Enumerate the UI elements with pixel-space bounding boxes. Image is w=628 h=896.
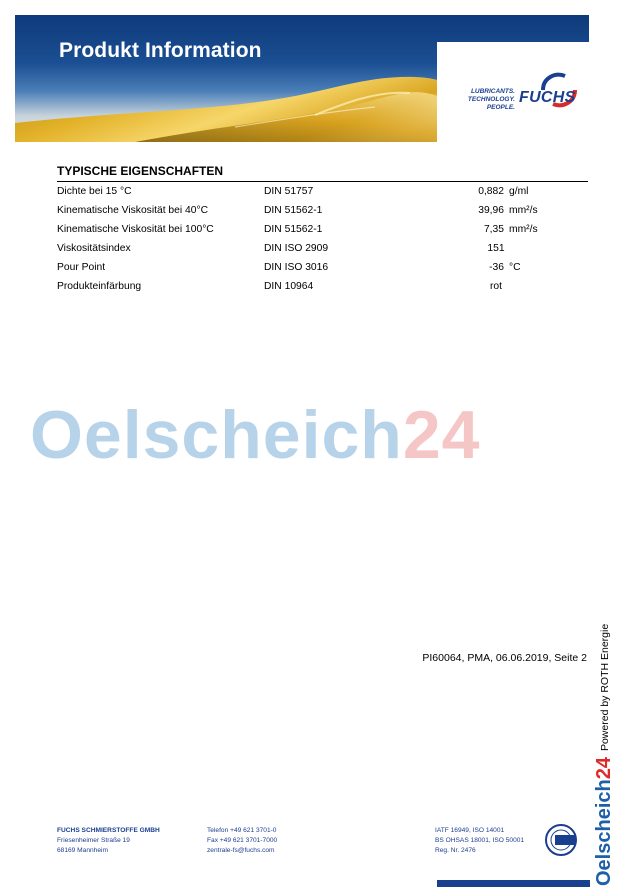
side-logo-blue: Oelscheich <box>593 779 615 886</box>
footer-company <box>57 826 160 856</box>
section-divider <box>57 181 588 182</box>
property-norm: DIN 51757 <box>264 186 314 197</box>
fax: Fax +49 621 3701-7000 <box>207 837 278 844</box>
property-value: rot <box>489 281 503 292</box>
property-value: -36 <box>489 262 504 273</box>
table-row <box>57 262 588 281</box>
table-row <box>57 224 588 243</box>
property-value: 151 <box>487 243 505 254</box>
watermark-text-blue: Oelscheich <box>30 397 403 473</box>
property-unit: mm²/s <box>509 205 538 216</box>
table-row <box>57 243 588 262</box>
company-name: FUCHS SCHMIERSTOFFE GMBH <box>57 827 160 834</box>
property-unit: g/ml <box>509 186 529 197</box>
table-row <box>57 281 588 300</box>
header-banner <box>15 15 589 142</box>
property-unit: °C <box>509 262 521 273</box>
property-norm: DIN ISO 2909 <box>264 243 329 254</box>
property-unit: mm²/s <box>509 224 538 235</box>
email-link[interactable]: zentrale-fs@fuchs.com <box>207 847 275 854</box>
property-name: Kinematische Viskosität bei 100°C <box>57 224 214 235</box>
property-norm: DIN 51562-1 <box>264 224 323 235</box>
property-norm: DIN 10964 <box>264 281 314 292</box>
fuchs-logo <box>437 42 589 142</box>
address-line: Friesenheimer Straße 19 <box>57 837 130 844</box>
powered-by-text: Powered by ROTH Energie <box>598 623 611 752</box>
page-title: Produkt Information <box>59 39 262 62</box>
property-name: Produkteinfärbung <box>57 281 142 292</box>
side-logo-red: 24 <box>593 757 615 780</box>
property-norm: DIN 51562-1 <box>264 205 323 216</box>
table-row <box>57 205 588 224</box>
watermark-text-red: 24 <box>402 397 481 473</box>
property-value: 39,96 <box>478 205 504 216</box>
logo-name: FUCHS <box>519 89 576 106</box>
phone: Telefon +49 621 3701-0 <box>207 827 277 834</box>
side-brand <box>593 590 616 886</box>
side-brand-logo <box>593 757 616 886</box>
property-norm: DIN ISO 3016 <box>264 262 329 273</box>
property-name: Viskositätsindex <box>57 243 131 254</box>
property-name: Dichte bei 15 °C <box>57 186 132 197</box>
cert-line: BS OHSAS 18001, ISO 50001 <box>435 837 525 844</box>
cert-line: IATF 16949, ISO 14001 <box>435 827 505 834</box>
section-title: TYPISCHE EIGENSCHAFTEN <box>57 164 224 178</box>
footer-certifications <box>435 826 524 856</box>
properties-table <box>57 186 588 300</box>
cert-line: Reg. Nr. 2476 <box>435 847 476 854</box>
property-value: 0,882 <box>478 186 504 197</box>
footer-contact <box>207 826 277 856</box>
property-name: Pour Point <box>57 262 106 273</box>
logo-tagline: LUBRICANTS. TECHNOLOGY. PEOPLE. <box>467 88 515 111</box>
watermark <box>30 396 480 474</box>
bottom-accent-bar <box>437 880 590 887</box>
table-row <box>57 186 588 205</box>
address-line: 68169 Mannheim <box>57 847 108 854</box>
certification-seal-icon <box>543 822 583 858</box>
property-name: Kinematische Viskosität bei 40°C <box>57 205 209 216</box>
document-reference: PI60064, PMA, 06.06.2019, Seite 2 <box>422 652 587 664</box>
property-value: 7,35 <box>483 224 504 235</box>
